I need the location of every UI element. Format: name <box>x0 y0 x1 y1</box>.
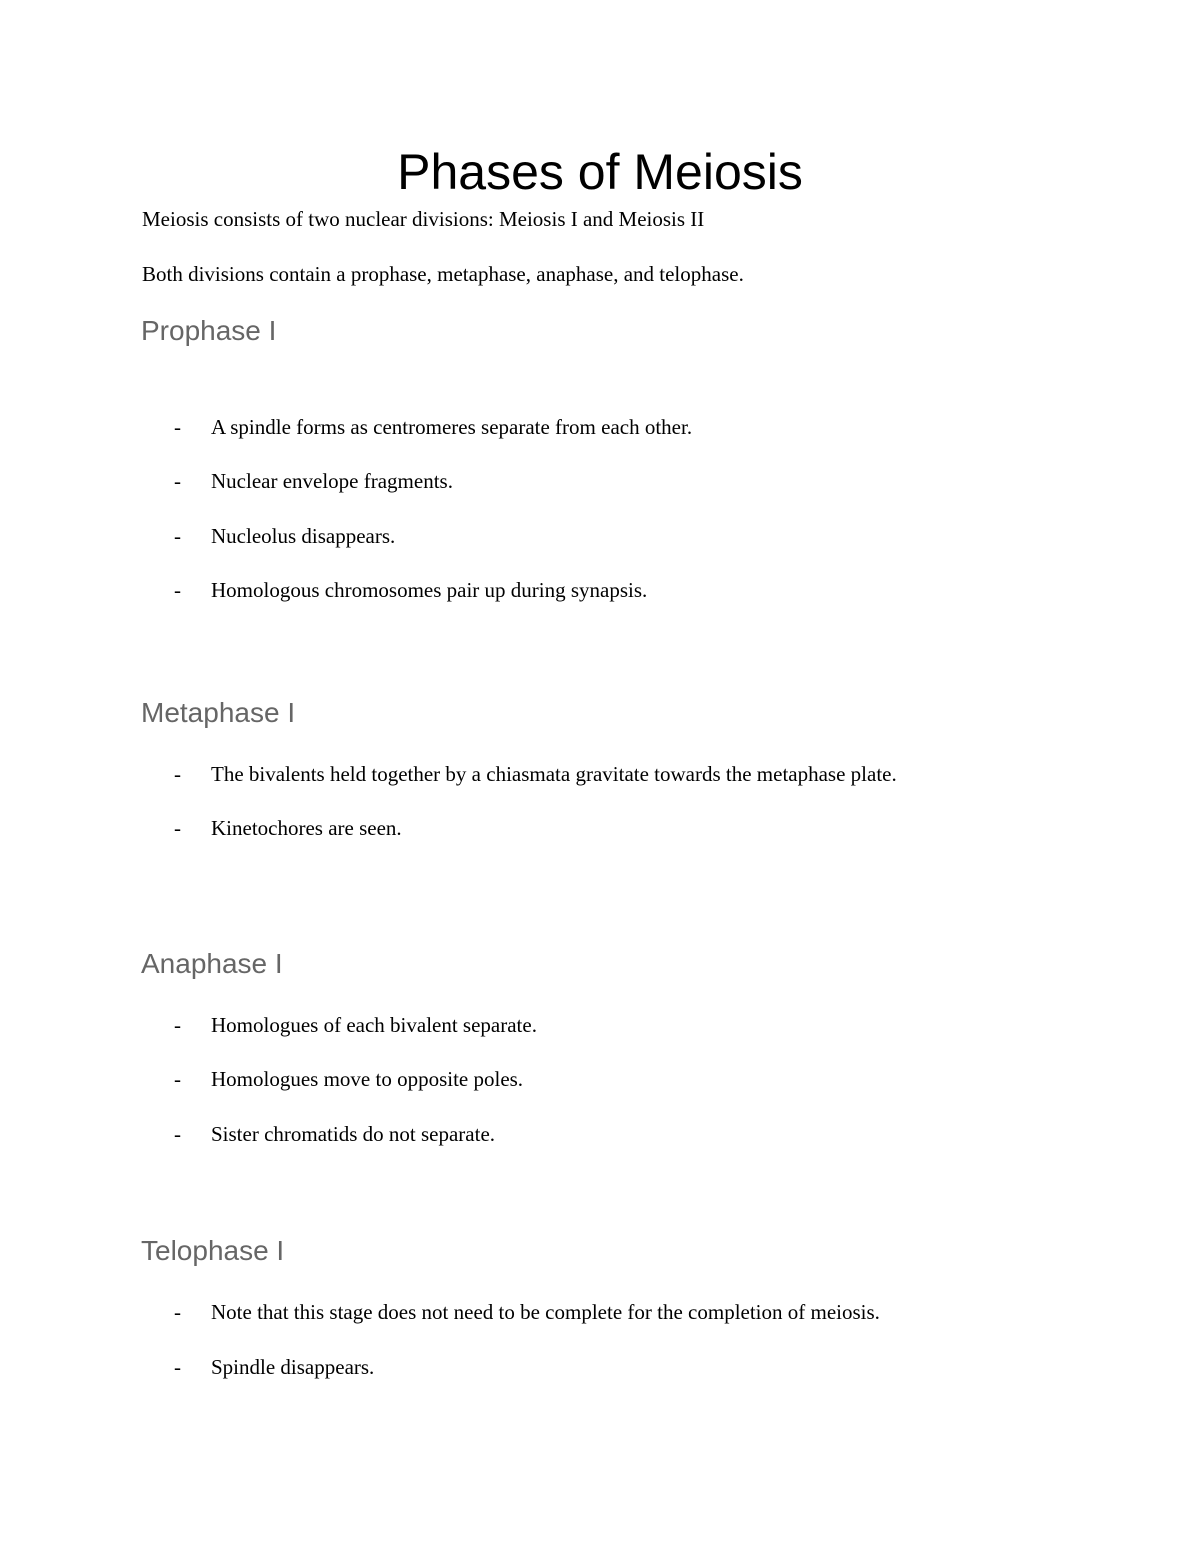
bullet-marker: - <box>174 1122 181 1146</box>
list-item <box>174 1353 374 1381</box>
bullet-marker: - <box>174 1355 181 1379</box>
list-item <box>174 467 453 495</box>
list-item <box>174 1298 880 1326</box>
list-item <box>174 576 647 604</box>
list-item-text: Nuclear envelope fragments. <box>211 469 453 493</box>
intro-paragraph-2: Both divisions contain a prophase, metaphase, anaphase, and telophase. <box>142 262 744 286</box>
list-item <box>174 760 897 788</box>
bullet-marker: - <box>174 1013 181 1037</box>
bullet-marker: - <box>174 1300 181 1324</box>
intro-paragraph-1: Meiosis consists of two nuclear divisions: Meiosis I and Meiosis II <box>142 207 705 231</box>
list-item <box>174 522 395 550</box>
section-heading-metaphase-i: Metaphase I <box>141 697 296 728</box>
list-item-text: Homologues of each bivalent separate. <box>211 1013 537 1037</box>
bullet-marker: - <box>174 469 181 493</box>
bullet-marker: - <box>174 762 181 786</box>
section-heading-prophase-i: Prophase I <box>141 315 277 346</box>
bullet-marker: - <box>174 524 181 548</box>
list-item-text: Homologues move to opposite poles. <box>211 1067 524 1091</box>
list-item <box>174 1011 537 1039</box>
list-item-text: Note that this stage does not need to be complete for the completion of meiosis. <box>211 1300 880 1324</box>
bullet-marker: - <box>174 816 181 840</box>
list-item-text: Spindle disappears. <box>211 1355 375 1379</box>
bullet-marker: - <box>174 578 181 602</box>
list-item-text: Sister chromatids do not separate. <box>211 1122 496 1146</box>
list-item <box>174 1120 495 1148</box>
section-heading-telophase-i: Telophase I <box>141 1235 285 1266</box>
section-heading-anaphase-i: Anaphase I <box>141 948 283 979</box>
list-item-text: The bivalents held together by a chiasmata gravitate towards the metaphase plate. <box>211 762 897 786</box>
list-item-text: Kinetochores are seen. <box>211 816 402 840</box>
list-item <box>174 1065 523 1093</box>
list-item-text: Nucleolus disappears. <box>211 524 396 548</box>
bullet-marker: - <box>174 415 181 439</box>
list-item <box>174 814 402 842</box>
bullet-marker: - <box>174 1067 181 1091</box>
list-item-text: A spindle forms as centromeres separate from each other. <box>211 415 693 439</box>
document-title: Phases of Meiosis <box>397 144 803 200</box>
list-item <box>174 413 692 441</box>
list-item-text: Homologous chromosomes pair up during synapsis. <box>211 578 648 602</box>
